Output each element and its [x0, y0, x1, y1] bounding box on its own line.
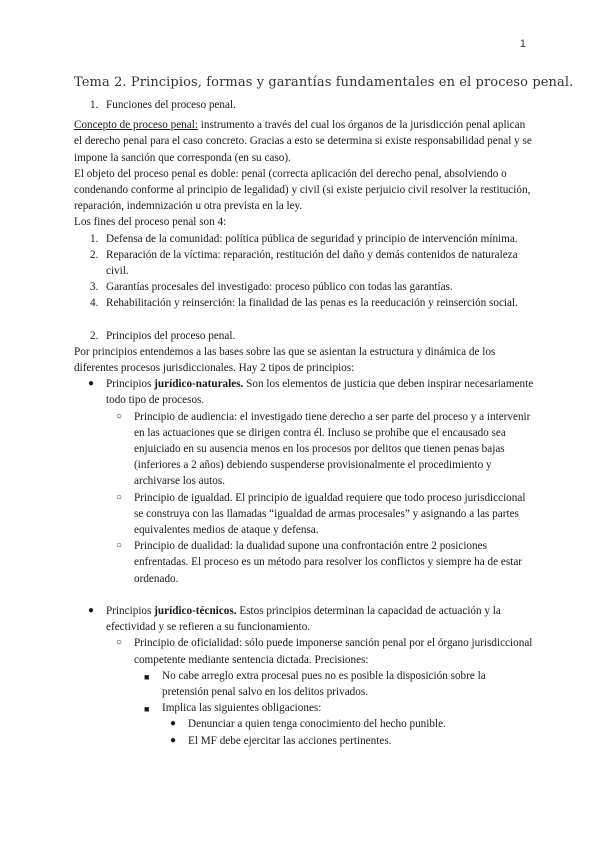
section-1-title: Funciones del proceso penal.: [106, 99, 236, 111]
list-item-text: Rehabilitación y reinserción: la finalidad de las penas es la reeducación y reinserción social.: [106, 297, 518, 310]
circle-bullet-icon: ○: [116, 637, 123, 649]
list-item-number: 4.: [90, 297, 99, 310]
natural-principles-item: [74, 376, 534, 587]
square-bullet-icon: ■: [144, 704, 150, 715]
list-item: [106, 635, 534, 748]
technical-principles-item: [74, 603, 534, 749]
precisions-list: [134, 668, 534, 749]
ends-list: [74, 231, 534, 312]
list-item: [134, 668, 534, 700]
obligations-list: [162, 716, 534, 748]
object-paragraph: El objeto del proceso penal es doble: penal (correcta aplicación del derecho penal, absolviendo o condenando conforme al principio de legalidad) y civil (si existe perjuicio civil resolver la restitución, reparación, indemnización u otra prevista en la ley.: [74, 167, 531, 213]
principles-intro: Por principios entendemos a las bases sobre las que se asientan la estructura y dinámica de los diferentes procesos jurisdiccionales. Hay 2 tipos de principios:: [74, 345, 496, 375]
technical-principles-list: [74, 603, 534, 749]
circle-bullet-icon: ○: [116, 491, 123, 503]
section-2-number: 2.: [90, 329, 99, 342]
section-2-title: Principios del proceso penal.: [106, 329, 236, 342]
bullet-icon: ●: [170, 734, 177, 746]
list-item-text: Defensa de la comunidad: política pública de seguridad y principio de intervención mínima.: [106, 232, 518, 245]
list-item: [106, 538, 534, 587]
list-item: [106, 490, 534, 539]
list-item-number: 1.: [90, 232, 99, 245]
list-item-text: El MF debe ejercitar las acciones pertinentes.: [188, 734, 392, 747]
list-item-text: Principio de oficialidad: sólo puede imponerse sanción penal por el órgano jurisdiccional competente mediante sentencia dictada. Precisiones:: [134, 637, 533, 666]
list-item-text: Principio de dualidad: la dualidad supone una confrontación entre 2 posiciones enfrentadas. El proceso es un método para resolver los conflictos y siempre ha de estar ordenado.: [134, 540, 523, 585]
bullet-icon: ●: [170, 718, 177, 730]
list-item-number: 2.: [90, 248, 99, 261]
list-item: [162, 716, 534, 732]
list-item-text: No cabe arreglo extra procesal pues no es posible la disposición sobre la pretensión penal salvo en los delitos privados.: [162, 669, 486, 698]
list-item-number: 3.: [90, 281, 99, 294]
page-number: 1: [519, 38, 526, 50]
natural-prefix: Principios: [106, 378, 155, 391]
document-title: Tema 2. Principios, formas y garantías fundamentales en el proceso penal.: [74, 75, 574, 90]
list-item-text: Principio de igualdad. El principio de igualdad requiere que todo proceso jurisdiccional se construya con las llamadas “igualdad de armas procesales” y asignando a las partes equivalentes medios de ataque y defensa.: [134, 491, 526, 537]
document-body: [74, 97, 534, 749]
section-1-heading: [74, 97, 534, 113]
list-item: [74, 247, 534, 279]
list-item: [106, 409, 534, 490]
concept-label: Concepto de proceso penal:: [74, 119, 198, 132]
natural-suffix: Son los elementos de justicia que deben inspirar necesariamente todo tipo de procesos.: [106, 378, 534, 407]
list-item: [134, 700, 534, 749]
principles-list: [74, 376, 534, 587]
section-2-heading-list: [74, 328, 534, 344]
circle-bullet-icon: ○: [116, 410, 123, 422]
concept-text: instrumento a través del cual los órganos de la jurisdicción penal aplican el derecho penal para el caso concreto. Gracias a esto se determina si existe responsabilidad penal y se impone la sanción que corresponda (en su caso).: [74, 119, 532, 164]
technical-suffix: Estos principios determinan la capacidad de actuación y la efectividad y se refieren a su funcionamiento.: [106, 604, 501, 634]
natural-bold-term: jurídico-naturales.: [154, 378, 244, 391]
natural-sublist: [106, 409, 534, 587]
list-item-text: Garantías procesales del investigado: proceso público con todas las garantías.: [106, 281, 453, 294]
bullet-icon: ●: [88, 604, 95, 616]
circle-bullet-icon: ○: [116, 540, 123, 552]
concept-paragraph: [74, 117, 534, 166]
square-bullet-icon: ■: [144, 671, 150, 682]
list-item-text: Principio de audiencia: el investigado tiene derecho a ser parte del proceso y a intervenir en las actuaciones que se dirigen contra él. Incluso se prohíbe que el encausado sea enjuiciado en su ausencia menos en los procesos por delitos que tienen penas bajas (inferiores a 2 años) debiendo suspenderse provisionalmente el procedimiento y archivarse los autos.: [134, 410, 531, 488]
section-2-heading: [74, 328, 534, 344]
bullet-icon: ●: [88, 378, 95, 390]
section-1-number: 1.: [90, 99, 99, 111]
list-item-text: Denunciar a quien tenga conocimiento del hecho punible.: [188, 718, 446, 731]
technical-prefix: Principios: [106, 604, 155, 617]
list-item: [74, 295, 534, 311]
list-item: [74, 231, 534, 247]
technical-sublist: [106, 635, 534, 748]
ends-intro: Los fines del proceso penal son 4:: [74, 216, 227, 229]
list-item: [74, 279, 534, 295]
section-1-heading-list: [74, 97, 534, 113]
list-item-text: Reparación de la víctima: reparación, restitución del daño y demás contenidos de naturaleza civil.: [106, 248, 518, 278]
list-item: [162, 733, 534, 749]
list-item-text: Implica las siguientes obligaciones:: [162, 702, 322, 715]
technical-bold-term: jurídico-técnicos.: [154, 604, 237, 617]
